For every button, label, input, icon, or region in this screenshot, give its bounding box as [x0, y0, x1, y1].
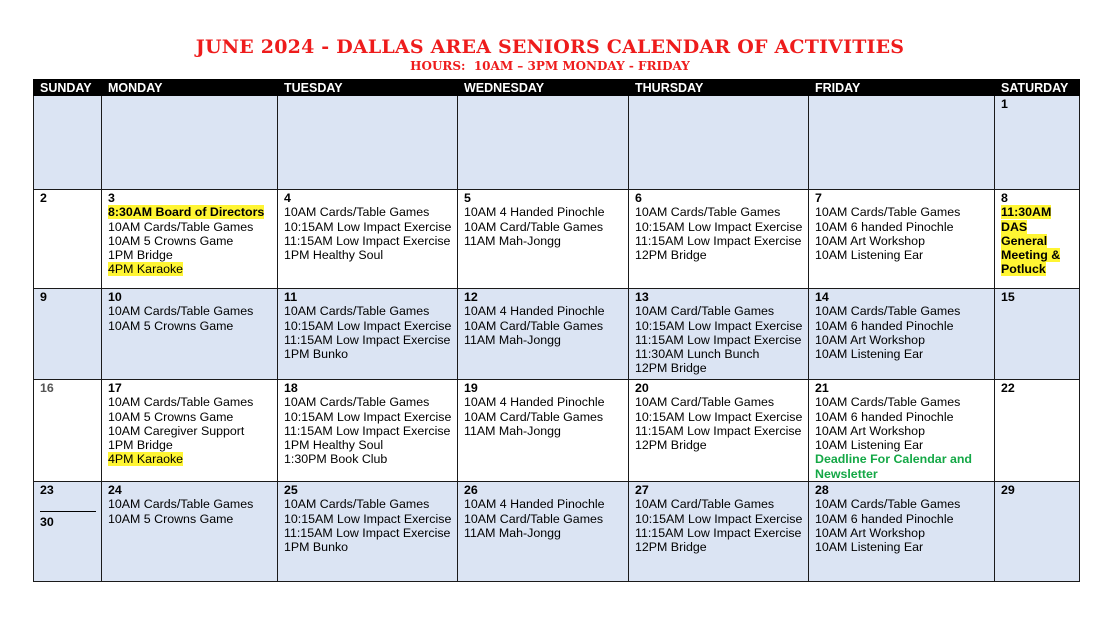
day-number: 25: [284, 483, 298, 498]
event-item: 10AM Art Workshop: [815, 525, 925, 540]
day-number: 21: [815, 381, 829, 395]
day-cell-sunday: [34, 190, 102, 289]
event-item: Potluck: [1001, 262, 1046, 277]
event-item: 12PM Bridge: [635, 361, 707, 376]
week-row: [34, 380, 1080, 482]
day-cell-sunday: [34, 380, 102, 482]
day-cell-thursday: [629, 482, 809, 582]
day-cell-tuesday: [278, 380, 458, 482]
event-item: 10AM 5 Crowns Game: [108, 511, 234, 526]
day-cell-monday: [102, 96, 278, 190]
event-item: 10AM Cards/Table Games: [108, 304, 254, 319]
day-number: 19: [464, 381, 478, 395]
event-item: 10:15AM Low Impact Exercise: [284, 219, 452, 234]
event-item: 10AM 5 Crowns Game: [108, 409, 234, 424]
day-number: 7: [815, 191, 822, 205]
day-cell-friday: [809, 190, 995, 289]
day-number: 30: [40, 515, 54, 530]
event-item: Meeting &: [1001, 248, 1061, 263]
event-item: 10AM 4 Handed Pinochle: [464, 304, 605, 319]
event-item: 10AM 4 Handed Pinochle: [464, 205, 605, 220]
day-number: 3: [108, 191, 115, 205]
weekday-friday: FRIDAY: [809, 80, 995, 96]
weekday-thursday: THURSDAY: [629, 80, 809, 96]
page-title: JUNE 2024 - DALLAS AREA SENIORS CALENDAR OF ACTIVITIES: [195, 36, 905, 58]
day-number: 14: [815, 290, 829, 304]
day-cell-friday: [809, 96, 995, 190]
day-cell-thursday: [629, 96, 809, 190]
event-item: 10AM Art Workshop: [815, 332, 925, 347]
event-item: 10AM Art Workshop: [815, 233, 925, 248]
event-item: 11AM Mah-Jongg: [464, 525, 561, 540]
event-item: 10AM Cards/Table Games: [815, 395, 961, 410]
day-cell-wednesday: [458, 190, 629, 289]
day-number: 28: [815, 483, 829, 498]
day-cell-tuesday: [278, 482, 458, 582]
day-number: 5: [464, 191, 471, 205]
event-item: 10AM 6 handed Pinochle: [815, 409, 954, 424]
day-cell-saturday: [995, 96, 1080, 190]
event-item: 12PM Bridge: [635, 438, 707, 453]
event-item: 11:15AM Low Impact Exercise: [635, 525, 802, 540]
day-cell-monday: [102, 190, 278, 289]
day-number: 11: [284, 290, 298, 304]
day-number: 16: [40, 381, 54, 395]
event-item: 10:15AM Low Impact Exercise: [284, 318, 452, 333]
day-cell-tuesday: [278, 96, 458, 190]
event-item: 10AM 4 Handed Pinochle: [464, 497, 605, 512]
event-item: 1PM Bunko: [284, 540, 349, 555]
event-item: 10AM 6 handed Pinochle: [815, 318, 954, 333]
day-cell-monday: [102, 289, 278, 380]
event-item: 10AM Listening Ear: [815, 540, 924, 555]
day-cell-tuesday: [278, 289, 458, 380]
event-item: 11AM Mah-Jongg: [464, 332, 561, 347]
day-cell-wednesday: [458, 289, 629, 380]
day-cell-thursday: [629, 380, 809, 482]
event-item: 1PM Healthy Soul: [284, 248, 384, 263]
event-item: 10AM Caregiver Support: [108, 423, 245, 438]
event-item: 10:15AM Low Impact Exercise: [284, 409, 452, 424]
event-item: 10AM Listening Ear: [815, 347, 924, 362]
deadline-note: Deadline For Calendar and Newsletter: [815, 452, 972, 481]
event-item: 10AM Cards/Table Games: [284, 497, 430, 512]
day-cell-saturday: [995, 190, 1080, 289]
day-cell-wednesday: [458, 380, 629, 482]
weekday-saturday: SATURDAY: [995, 80, 1080, 96]
event-item: 10AM Listening Ear: [815, 248, 924, 263]
day-cell-friday: [809, 289, 995, 380]
hours-subtitle: HOURS: 10AM – 3PM MONDAY - FRIDAY: [410, 59, 690, 73]
event-item: 10AM 6 handed Pinochle: [815, 511, 954, 526]
event-item: 10AM Cards/Table Games: [815, 205, 961, 220]
day-number: 23: [40, 483, 54, 498]
event-item: 11:15AM Low Impact Exercise: [635, 423, 802, 438]
event-item: 10AM Card/Table Games: [635, 304, 775, 319]
day-cell-sunday: [34, 482, 102, 582]
day-cell-monday: [102, 482, 278, 582]
day-number: 4: [284, 191, 291, 205]
day-number: 13: [635, 290, 649, 304]
event-item: 10AM 6 handed Pinochle: [815, 219, 954, 234]
day-cell-saturday: [995, 380, 1080, 482]
event-item: 11:30AM: [1001, 205, 1052, 220]
event-item: 10AM Art Workshop: [815, 423, 925, 438]
event-item: 1PM Healthy Soul: [284, 438, 384, 453]
day-cell-tuesday: [278, 190, 458, 289]
day-cell-saturday: [995, 482, 1080, 582]
day-number: 27: [635, 483, 649, 498]
day-cell-wednesday: [458, 482, 629, 582]
event-item: 10AM Listening Ear: [815, 438, 924, 453]
event-item: 10:15AM Low Impact Exercise: [635, 511, 803, 526]
event-item: 10AM Cards/Table Games: [815, 304, 961, 319]
day-number: 8: [1001, 191, 1008, 205]
event-item: General: [1001, 233, 1048, 248]
event-item: 10AM Card/Table Games: [464, 409, 604, 424]
day-number: 1: [1001, 97, 1008, 111]
event-item: 1:30PM Book Club: [284, 452, 388, 467]
day-number: 2: [40, 191, 47, 205]
event-item: 10AM Cards/Table Games: [108, 395, 254, 410]
event-item: 1PM Bridge: [108, 248, 173, 263]
day-number: 6: [635, 191, 642, 205]
event-item: 10AM 5 Crowns Game: [108, 233, 234, 248]
event-item: 10AM Cards/Table Games: [815, 497, 961, 512]
event-item: 10AM Cards/Table Games: [284, 304, 430, 319]
event-item: 8:30AM Board of Directors: [108, 205, 265, 220]
event-item: 10AM Cards/Table Games: [108, 219, 254, 234]
event-item: 11:15AM Low Impact Exercise: [635, 233, 802, 248]
event-item: 11:15AM Low Impact Exercise: [284, 332, 451, 347]
day-number: 22: [1001, 381, 1015, 395]
weekday-tuesday: TUESDAY: [278, 80, 458, 96]
event-item: 11:30AM Lunch Bunch: [635, 347, 760, 362]
event-item: 10AM Cards/Table Games: [635, 205, 781, 220]
day-number: 10: [108, 290, 122, 304]
event-item: 10AM Cards/Table Games: [108, 497, 254, 512]
weekday-sunday: SUNDAY: [34, 80, 102, 96]
event-item: 10AM 5 Crowns Game: [108, 318, 234, 333]
day-number: 29: [1001, 483, 1015, 498]
event-item: 1PM Bunko: [284, 347, 349, 362]
event-item: 1PM Bridge: [108, 438, 173, 453]
date-separator-line: [40, 511, 96, 512]
event-item: 11AM Mah-Jongg: [464, 233, 561, 248]
weekday-monday: MONDAY: [102, 80, 278, 96]
event-item: 10AM Cards/Table Games: [284, 205, 430, 220]
event-item: 12PM Bridge: [635, 540, 707, 555]
event-item: 10AM Card/Table Games: [635, 497, 775, 512]
day-number: 20: [635, 381, 649, 395]
event-item: DAS: [1001, 219, 1028, 234]
week-row: [34, 482, 1080, 582]
day-cell-monday: [102, 380, 278, 482]
day-number: 26: [464, 483, 478, 498]
week-row: [34, 289, 1080, 380]
day-number: 17: [108, 381, 122, 395]
event-item: 11AM Mah-Jongg: [464, 423, 561, 438]
event-item: 10AM Card/Table Games: [464, 219, 604, 234]
event-item: 4PM Karaoke: [108, 262, 184, 277]
day-cell-saturday: [995, 289, 1080, 380]
day-cell-sunday: [34, 289, 102, 380]
event-item: 10:15AM Low Impact Exercise: [635, 219, 803, 234]
event-item: 10:15AM Low Impact Exercise: [635, 409, 803, 424]
day-number: 15: [1001, 290, 1015, 304]
event-item: 12PM Bridge: [635, 248, 707, 263]
day-number: 12: [464, 290, 478, 304]
event-item: 10:15AM Low Impact Exercise: [635, 318, 803, 333]
calendar-body: [34, 96, 1080, 582]
calendar-table: [33, 79, 1080, 582]
event-item: 10AM Card/Table Games: [635, 395, 775, 410]
event-item: 10AM Card/Table Games: [464, 511, 604, 526]
day-number: 24: [108, 483, 122, 498]
week-row: [34, 190, 1080, 289]
day-number: 9: [40, 290, 47, 304]
weekday-wednesday: WEDNESDAY: [458, 80, 629, 96]
day-cell-thursday: [629, 289, 809, 380]
event-item: 11:15AM Low Impact Exercise: [635, 332, 802, 347]
week-row: [34, 96, 1080, 190]
event-item: 11:15AM Low Impact Exercise: [284, 423, 451, 438]
day-cell-sunday: [34, 96, 102, 190]
event-item: 11:15AM Low Impact Exercise: [284, 525, 451, 540]
day-number: 18: [284, 381, 298, 395]
day-cell-thursday: [629, 190, 809, 289]
weekday-header-row: [34, 80, 1080, 96]
event-item: 10AM 4 Handed Pinochle: [464, 395, 605, 410]
day-cell-friday: [809, 482, 995, 582]
event-item: 10AM Card/Table Games: [464, 318, 604, 333]
event-item: 11:15AM Low Impact Exercise: [284, 233, 451, 248]
day-cell-friday: [809, 380, 995, 482]
event-item: 10AM Cards/Table Games: [284, 395, 430, 410]
day-cell-wednesday: [458, 96, 629, 190]
event-item: 4PM Karaoke: [108, 452, 184, 467]
event-item: 10:15AM Low Impact Exercise: [284, 511, 452, 526]
